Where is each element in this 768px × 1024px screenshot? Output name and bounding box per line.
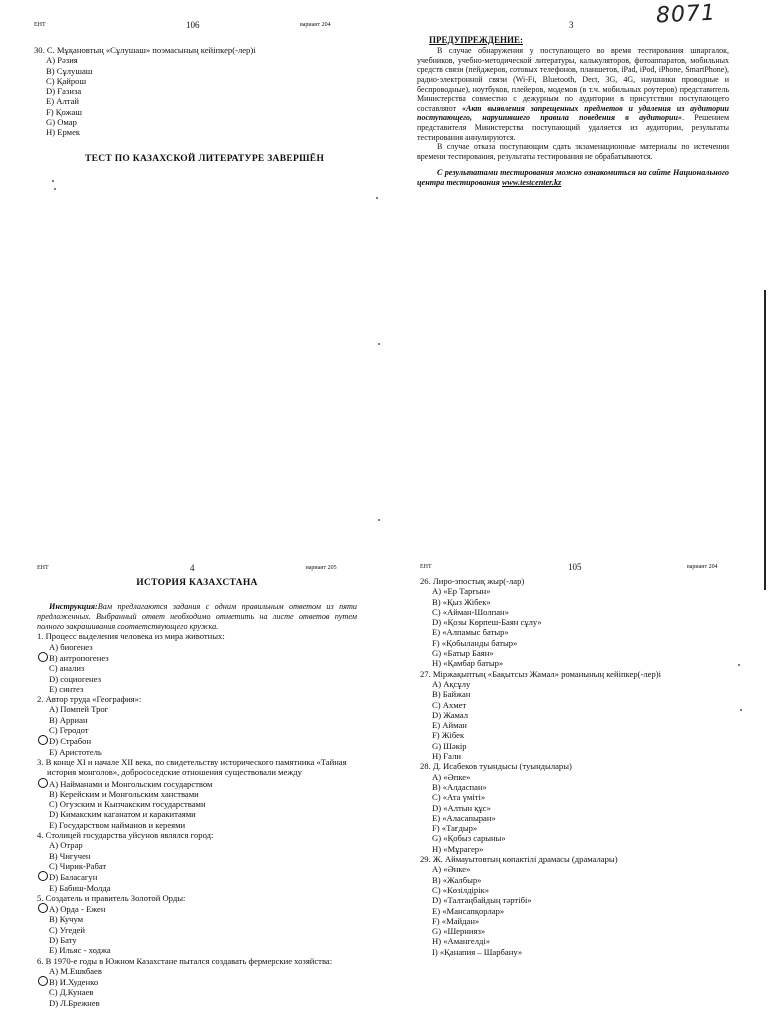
answer-option-text: A) Отрар: [49, 840, 83, 851]
question-text: 5. Создатель и правитель Золотой Орды:: [37, 892, 186, 903]
header-left: ЕНТ: [420, 564, 432, 570]
scan-edge: [764, 290, 766, 590]
answer-option[interactable]: [37, 914, 357, 924]
answer-option: E) Айман: [432, 720, 467, 731]
answer-option-text: D) социогенез: [49, 673, 101, 684]
scan-speck: [54, 188, 56, 190]
answer-option[interactable]: [37, 809, 357, 819]
question-item: [420, 761, 720, 854]
option-list: [34, 55, 364, 137]
answer-option: F) «Тағдыр»: [432, 823, 478, 834]
pen-circle-mark: [38, 778, 48, 788]
answer-option: A) «Әпке»: [432, 771, 471, 782]
br-content: [420, 576, 720, 957]
answer-option: B) «Алдаспан»: [432, 781, 487, 792]
header-variant: вариант 205: [306, 565, 337, 571]
warning-text: В случае обнаружения у поступающего во время тестирования шпаргалок, учебников, учебно-методической литературы, калькуляторов, фотоаппаратов, мобильных средств связи (пейджеров, сотовых телефонов, планшетов, iPad, iPod, iPhone, SmartPhone), радио-электронной связи (Wi-Fi, Bluetooth, Dect, 3G, 4G, наушники проводные и беспроводные), ноутбуков, плейеров, модемов (в т.ч. мобильных роутеров) представитель Министерства совместно с дежурным по аудитории в присутствии поступающего составляют: [417, 46, 729, 113]
results-note-text: С результатами тестирования можно ознакомиться на сайте Национального центра тестирования: [417, 168, 729, 188]
header-variant: вариант 204: [300, 22, 331, 28]
answer-option: H) «Мұрагер»: [432, 843, 484, 854]
answer-option-text: C) Чирик-Рабат: [49, 860, 107, 871]
answer-option: H) Ғали: [432, 751, 461, 762]
answer-option-text: A) Найманами и Монгольским государством: [49, 778, 213, 789]
answer-option[interactable]: [37, 966, 357, 976]
question-text: 28. Д. Исабеков туындысы (туындылары): [420, 761, 572, 772]
answer-option-text: D) Кимакским каганатом и каракитаями: [49, 809, 196, 820]
question-item: [420, 576, 720, 669]
question-item: [420, 854, 720, 957]
answer-option[interactable]: [37, 861, 357, 871]
act-name: «Акт выявления запрещенных предметов и удаления из аудитории поступающего, нарушившего правила поведения в аудитории»: [417, 103, 730, 123]
answer-option-text: D) Л.Брежнев: [49, 997, 100, 1008]
answer-option-text: D) Баласагун: [49, 872, 98, 883]
answer-option[interactable]: [37, 851, 357, 861]
answer-option-text: E) Ильяс - ходжа: [49, 945, 111, 956]
answer-option[interactable]: [37, 945, 357, 955]
answer-option: G) «Қобыз сарыны»: [432, 833, 506, 844]
answer-option: C) «Айман-Шолпан»: [432, 606, 509, 617]
answer-option-text: A) Помпей Трог: [49, 704, 109, 715]
results-note: [417, 168, 729, 188]
answer-option[interactable]: [37, 935, 357, 945]
answer-option: F) Жібек: [432, 730, 465, 741]
section-end-note: ТЕСТ ПО КАЗАХСКОЙ ЛИТЕРАТУРЕ ЗАВЕРШЁН: [85, 154, 325, 164]
answer-option: G) «Батыр Баян»: [432, 648, 494, 659]
answer-option[interactable]: [37, 663, 357, 673]
question-text: 4. Столицей государства уйсунов являлся город:: [37, 830, 214, 841]
answer-option: A) Ақсұлу: [432, 678, 471, 689]
question-item: [37, 631, 357, 694]
answer-option[interactable]: [37, 747, 357, 757]
answer-option[interactable]: [37, 903, 357, 914]
page-number: 4: [190, 563, 195, 573]
answer-option-text: B) Керейским и Монгольским ханствами: [49, 788, 199, 799]
answer-option: B) Сұлушаш: [46, 65, 93, 76]
scan-speck: [378, 343, 380, 345]
warning-text-tail: . Решением представителя Министерства поступающий удаляется из аудитории, результаты тестирования аннулируются.: [417, 113, 730, 142]
answer-option[interactable]: [37, 840, 357, 850]
pen-circle-mark: [38, 976, 48, 986]
question-item: [37, 694, 357, 757]
question-list: [420, 576, 720, 957]
answer-option[interactable]: [37, 998, 357, 1008]
instruction: [37, 602, 357, 631]
answer-option[interactable]: [37, 715, 357, 725]
answer-option: C) Ахмет: [432, 699, 467, 710]
answer-option-text: C) Угедей: [49, 924, 85, 935]
header-variant: вариант 204: [687, 564, 718, 570]
page-number: 106: [186, 20, 200, 30]
question-text: 30. С. Мұқановтың «Сұлушаш» поэмасының кейіпкер(-лер)і: [34, 45, 256, 55]
answer-option-text: E) Бабиш-Молда: [49, 882, 111, 893]
testcenter-link[interactable]: www.testcenter.kz: [501, 178, 562, 188]
answer-option: F) «Қобыланды батыр»: [432, 637, 518, 648]
answer-option: B) «Жалбыр»: [432, 874, 482, 885]
answer-option-text: A) Орда - Ежен: [49, 904, 106, 915]
answer-option-text: C) Д.Кунаев: [49, 987, 94, 998]
answer-option[interactable]: [37, 735, 357, 746]
question-text: 27. Міржақыптың «Бақытсыз Жамал» романының кейіпкер(-лер)і: [420, 668, 662, 679]
answer-option[interactable]: [37, 987, 357, 997]
question-text: 26. Лиро-эпостық жыр(-лар): [420, 576, 525, 586]
answer-option[interactable]: [37, 925, 357, 935]
question-text: 6. В 1970-е годы в Южном Казахстане пытался создавать фермерские хозяйства:: [37, 955, 333, 966]
warning-block: [417, 35, 729, 188]
answer-option-text: E) синтез: [49, 683, 84, 694]
answer-option[interactable]: [37, 684, 357, 694]
answer-option: G) «Шернияз»: [432, 926, 486, 937]
answer-option: D) «Алтын құс»: [432, 802, 491, 813]
question-text: 1. Процесс выделения человека из мира животных:: [37, 631, 225, 642]
answer-option: F) Қожаш: [46, 106, 82, 117]
answer-option-text: E) Государством найманов и кереями: [49, 819, 186, 830]
refusal-paragraph: В случае отказа поступающим сдать экзаменационные материалы по истечении времени тестирования, результаты тестирования не обрабатываются.: [417, 142, 729, 161]
answer-option: A) «Әнке»: [432, 864, 471, 875]
answer-option-text: B) И.Худенко: [49, 977, 99, 988]
answer-option: E) «Алпамыс батыр»: [432, 627, 509, 638]
pen-circle-mark: [38, 735, 48, 745]
answer-option-text: A) биогенез: [49, 641, 93, 652]
handwritten-number: 8071: [655, 0, 717, 29]
answer-option: F) «Майдан»: [432, 915, 480, 926]
scan-speck: [376, 197, 378, 199]
scan-speck: [738, 664, 740, 666]
scan-speck: [740, 709, 742, 711]
answer-option[interactable]: [37, 883, 357, 893]
question-list: [37, 631, 357, 1008]
answer-option: D) Жамал: [432, 709, 469, 720]
instruction-text: Вам предлагаются задания с одним правильным ответом из пяти предложенных. Выбранный ответ необходимо отметить на листе ответов путем полного закрашивания соответствующего кружка.: [37, 602, 357, 631]
answer-option[interactable]: [37, 871, 357, 882]
question-text: 29. Ж. Аймауытовтың көпактілі драмасы (драмалары): [420, 854, 618, 865]
pen-circle-mark: [38, 652, 48, 662]
answer-option-text: B) Арриан: [49, 714, 88, 725]
answer-option: E) «Алаcапыран»: [432, 812, 496, 823]
answer-option[interactable]: [37, 674, 357, 684]
answer-option[interactable]: [37, 789, 357, 799]
answer-option: B) Байжан: [432, 689, 471, 700]
answer-option-text: D) Страбон: [49, 736, 92, 747]
question-text: 3. В конце XI и начале XII века, по свидетельству исторического памятника «Тайная история монголов», добрососедские отношения существовали между: [37, 756, 347, 778]
answer-option: H) «Қамбар батыр»: [432, 658, 504, 669]
answer-option-text: B) антропогенез: [49, 652, 109, 663]
header-left: ЕНТ: [37, 565, 49, 571]
answer-option: G) Шәкір: [432, 740, 467, 751]
answer-option-text: C) Огузским и Кыпчакским государствами: [49, 799, 206, 810]
page-number: 3: [569, 20, 574, 30]
answer-option: E) Алтай: [46, 96, 80, 107]
answer-option-text: C) Геродот: [49, 725, 89, 736]
answer-option[interactable]: [37, 799, 357, 809]
answer-option: C) «Ата үміті»: [432, 792, 486, 803]
answer-option-text: E) Аристотель: [49, 746, 102, 757]
answer-option[interactable]: [37, 704, 357, 714]
answer-option: C) «Көзілдірік»: [432, 884, 490, 895]
question-item: [37, 956, 357, 1008]
answer-option[interactable]: [37, 642, 357, 652]
answer-option: E) «Мансапқорлар»: [432, 905, 505, 916]
answer-option: G) Омар: [46, 117, 77, 128]
question-item: [420, 669, 720, 762]
answer-option[interactable]: [37, 976, 357, 987]
warning-title: ПРЕДУПРЕЖДЕНИЕ:: [429, 35, 524, 45]
answer-option-text: A) М.Ешкбаев: [49, 965, 102, 976]
answer-option: A) Рәзия: [46, 55, 78, 66]
header-left: ЕНТ: [34, 22, 46, 28]
subject-title: ИСТОРИЯ КАЗАХСТАНА: [136, 578, 258, 588]
answer-option[interactable]: [37, 652, 357, 663]
answer-option: H) Ермек: [46, 127, 81, 138]
answer-option-text: D) Бату: [49, 935, 77, 945]
scan-speck: [52, 180, 54, 182]
pen-circle-mark: [38, 871, 48, 881]
answer-option: A) «Ер Тарғын»: [432, 586, 491, 597]
question-item: [37, 893, 357, 956]
answer-option-text: B) Кучум: [49, 914, 84, 925]
page-number: 105: [568, 562, 582, 572]
pen-circle-mark: [38, 903, 48, 913]
question-item: [37, 830, 357, 893]
bl-content: [37, 602, 357, 1008]
answer-option[interactable]: [37, 725, 357, 735]
answer-option[interactable]: [37, 778, 357, 789]
answer-option: D) «Қозы Көрпеш-Баян сұлу»: [432, 617, 542, 628]
answer-option-text: B) Чигучен: [49, 850, 91, 861]
answer-option[interactable]: [37, 820, 357, 830]
question-text: 2. Автор труда «География»:: [37, 694, 142, 705]
answer-option: B) «Қыз Жібек»: [432, 596, 491, 607]
answer-option: H) «Амангелді»: [432, 936, 491, 947]
instruction-label: Инструкция:: [49, 602, 98, 611]
answer-option: C) Қайрош: [46, 75, 87, 86]
tl-question-block: [34, 45, 364, 138]
scan-speck: [378, 519, 380, 521]
answer-option-text: C) анализ: [49, 663, 85, 674]
warning-paragraph: [417, 46, 729, 142]
answer-option: D) Ғазиза: [46, 86, 82, 97]
answer-option: I) «Қанапия – Шарбану»: [432, 946, 523, 957]
question-item: [37, 757, 357, 830]
answer-option: D) «Талтаңбайдың тәртібі»: [432, 895, 532, 906]
